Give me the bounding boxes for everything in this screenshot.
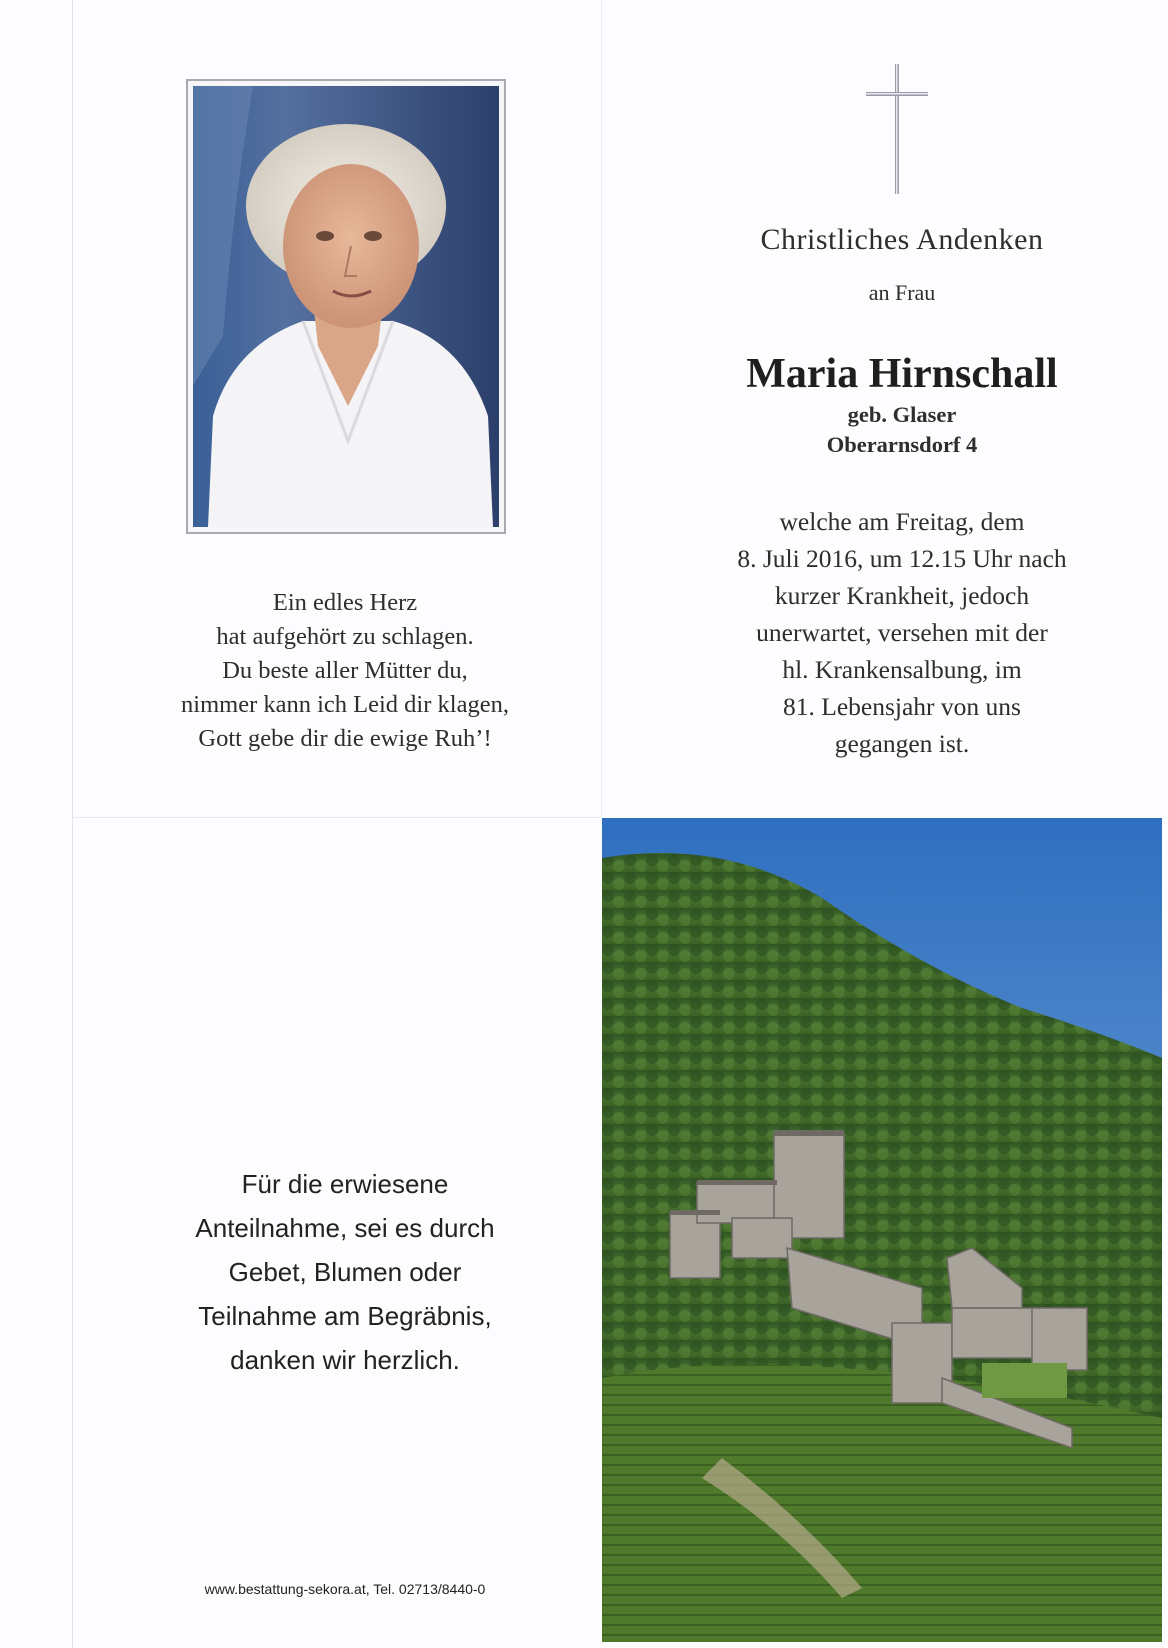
portrait-image (193, 86, 499, 527)
announcement-line: gegangen ist. (834, 729, 970, 758)
footer-contact: www.bestattung-sekora.at, Tel. 02713/8440-0 (204, 1581, 486, 1597)
announcement-line: kurzer Krankheit, jedoch (774, 581, 1030, 610)
deceased-name: Maria Hirnschall (746, 351, 1058, 397)
thanks-line: Teilnahme am Begräbnis, (198, 1301, 492, 1331)
landscape-photo (602, 818, 1162, 1642)
poem-line: hat aufgehört zu schlagen. (216, 623, 474, 650)
thanks-line: Für die erwiesene (241, 1169, 449, 1199)
thanks-text (140, 1162, 550, 1382)
address: Oberarnsdorf 4 (826, 432, 978, 457)
announcement-line: unerwartet, versehen mit der (756, 618, 1048, 647)
announcement (682, 503, 1122, 762)
announcement-line: 81. Lebensjahr von uns (783, 692, 1021, 721)
portrait-photo (186, 79, 506, 534)
heading-andenken: Christliches Andenken (760, 223, 1044, 256)
announcement-line: hl. Krankensalbung, im (782, 655, 1022, 684)
fold-line-horizontal (72, 817, 602, 818)
thanks-line: Anteilnahme, sei es durch (195, 1213, 495, 1243)
salutation: an Frau (868, 280, 936, 305)
castle-ruin-image (602, 818, 1162, 1642)
poem-line: Gott gebe dir die ewige Ruh’! (198, 725, 492, 752)
fold-line-vertical (72, 0, 73, 1648)
card-divider (601, 0, 602, 817)
announcement-line: 8. Juli 2016, um 12.15 Uhr nach (737, 544, 1067, 573)
announcement-line: welche am Freitag, dem (779, 507, 1025, 536)
cross-icon (862, 64, 932, 194)
thanks-line: danken wir herzlich. (230, 1345, 460, 1375)
maiden-name: geb. Glaser (847, 402, 957, 427)
thanks-line: Gebet, Blumen oder (228, 1257, 462, 1287)
poem (110, 586, 580, 756)
poem-line: Ein edles Herz (272, 589, 418, 616)
poem-line: nimmer kann ich Leid dir klagen, (181, 691, 509, 718)
poem-line: Du beste aller Mütter du, (222, 657, 468, 684)
